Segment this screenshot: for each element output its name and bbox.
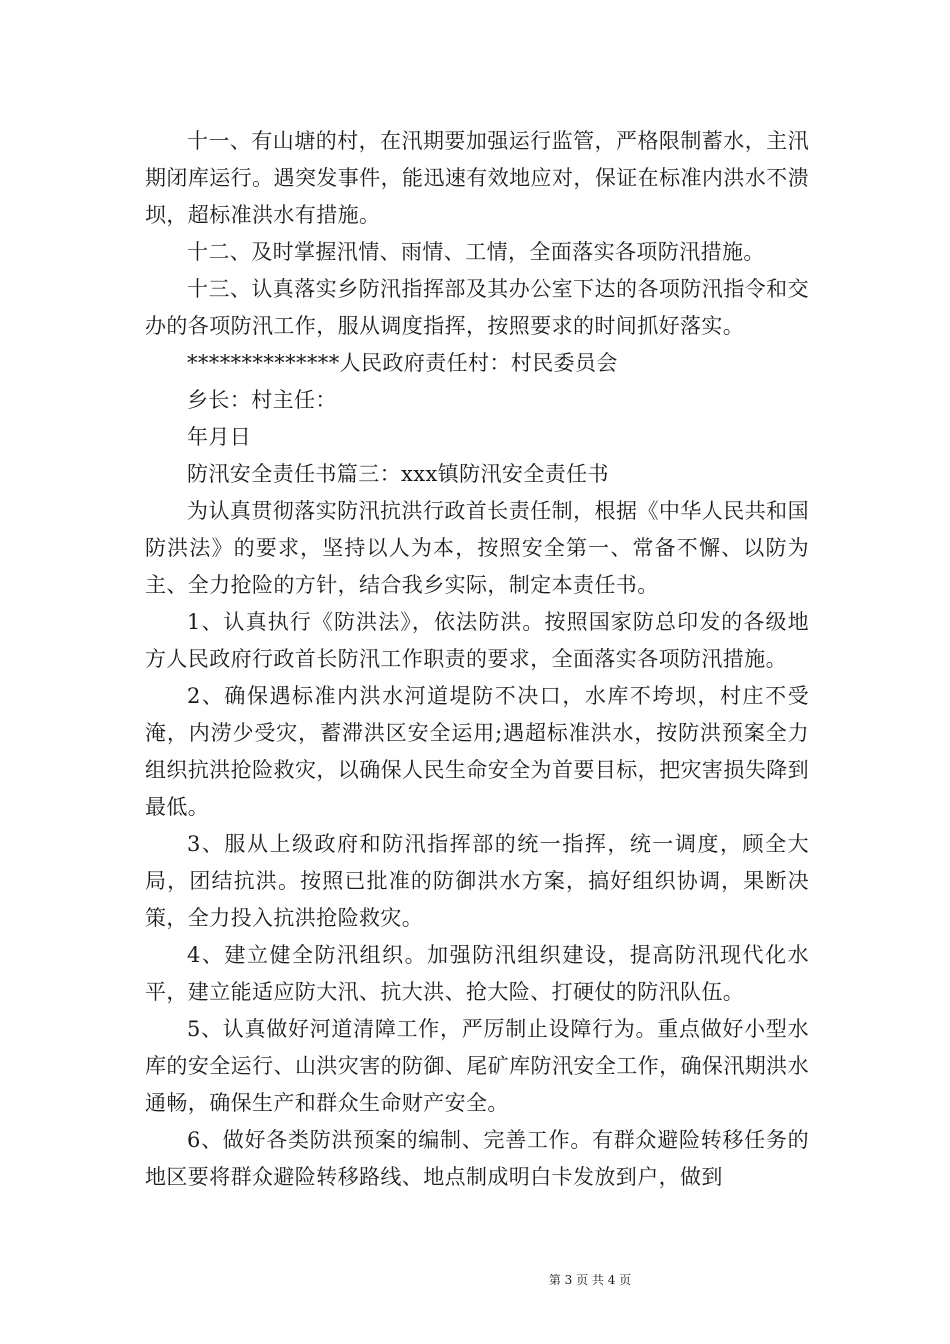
signature-line-heads: 乡长：村主任： (187, 388, 337, 412)
page-number: 第 3 页 共 4 页 (548, 1273, 632, 1287)
item-5: 5、认真做好河道清障工作，严厉制止设障行为。重点做好小型水库的安全运行、山洪灾害的防御、尾矿库防汛安全工作，确保汛期洪水通畅，确保生产和群众生命财产安全。 (145, 1017, 809, 1115)
page-footer (0, 1272, 950, 1288)
item-2: 2、确保遇标准内洪水河道堤防不决口，水库不垮坝，村庄不受淹，内涝少受灾，蓄滞洪区安全运用;遇超标准洪水，按防洪预案全力组织抗洪抢险救灾，以确保人民生命安全为首要目标，把灾害损失降到最低。 (145, 684, 809, 819)
item-6: 6、做好各类防洪预案的编制、完善工作。有群众避险转移任务的地区要将群众避险转移路线、地点制成明白卡发放到户，做到 (145, 1128, 809, 1189)
paragraph-13: 十三、认真落实乡防汛指挥部及其办公室下达的各项防汛指令和交办的各项防汛工作，服从调度指挥，按照要求的时间抓好落实。 (145, 277, 809, 338)
item-1: 1、认真执行《防洪法》，依法防洪。按照国家防总印发的各级地方人民政府行政首长防汛工作职责的要求，全面落实各项防汛措施。 (145, 610, 809, 671)
paragraph-12: 十二、及时掌握汛情、雨情、工情，全面落实各项防汛措施。 (187, 240, 765, 264)
item-4: 4、建立健全防汛组织。加强防汛组织建设，提高防汛现代化水平，建立能适应防大汛、抗大洪、抢大险、打硬仗的防汛队伍。 (145, 943, 809, 1004)
paragraph-11: 十一、有山塘的村，在汛期要加强运行监管，严格限制蓄水，主汛期闭库运行。遇突发事件，能迅速有效地应对，保证在标准内洪水不溃坝，超标准洪水有措施。 (145, 129, 809, 227)
section-title: 防汛安全责任书篇三：xxx镇防汛安全责任书 (187, 462, 609, 486)
document-body (145, 123, 809, 1196)
item-3: 3、服从上级政府和防汛指挥部的统一指挥，统一调度，顾全大局，团结抗洪。按照已批准的防御洪水方案，搞好组织协调，果断决策，全力投入抗洪抢险救灾。 (145, 832, 809, 930)
intro-paragraph: 为认真贯彻落实防汛抗洪行政首长责任制，根据《中华人民共和国防洪法》的要求，坚持以人为本，按照安全第一、常备不懈、以防为主、全力抢险的方针，结合我乡实际，制定本责任书。 (145, 499, 809, 597)
date-line: 年月日 (187, 425, 252, 449)
signature-line-government: **************人民政府责任村：村民委员会 (187, 351, 618, 375)
